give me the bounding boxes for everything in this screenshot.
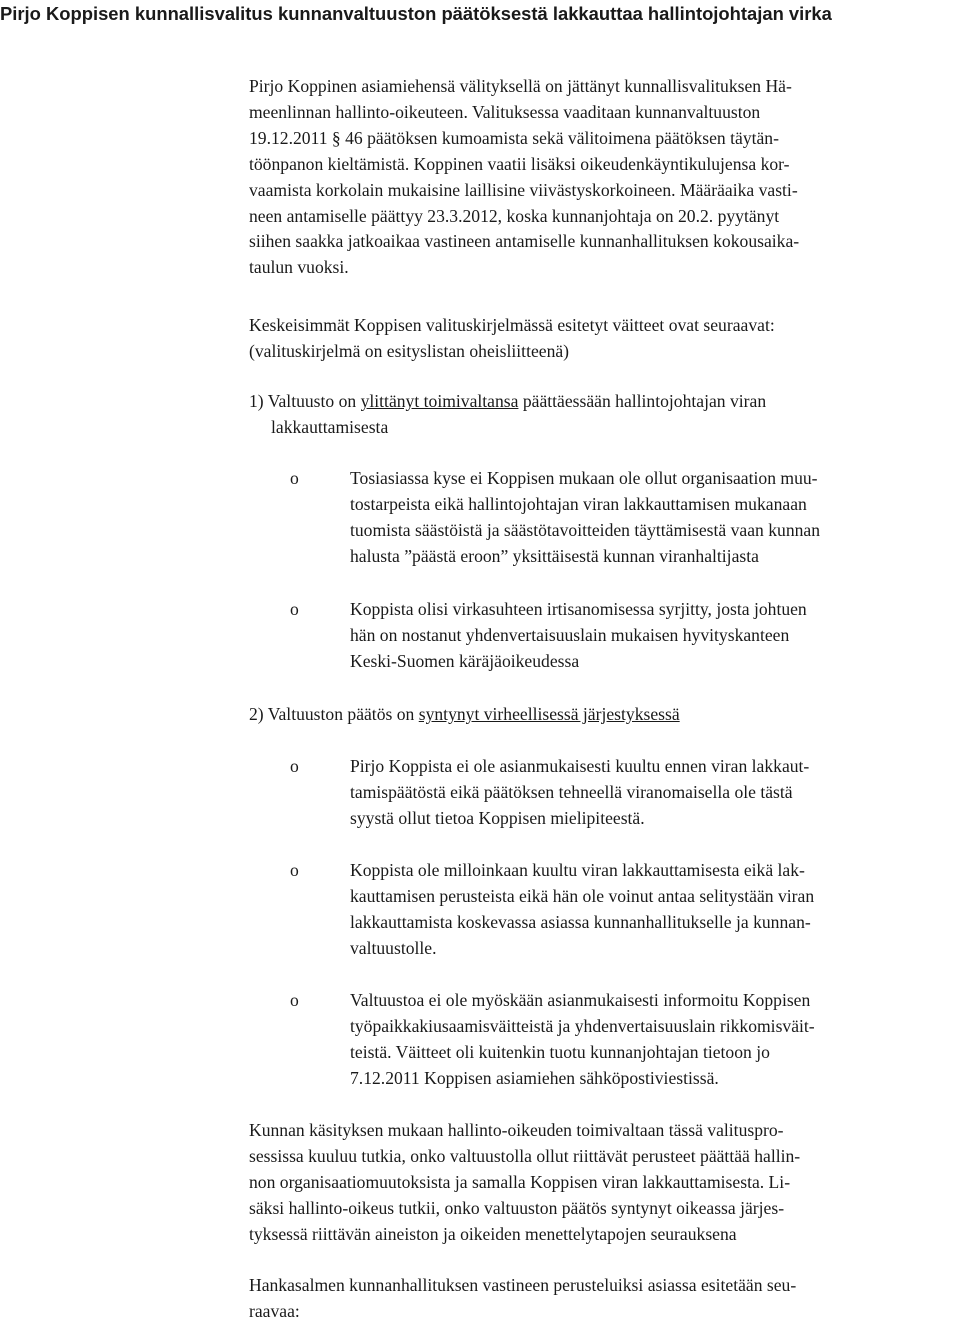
text-line: Pirjo Koppinen asiamiehensä välityksellä on jättänyt kunnallisvalituksen Hä- [249,76,792,96]
text-line: neen antamiselle päättyy 23.3.2012, koska kunnanjohtaja on 20.2. pyytänyt [249,205,780,226]
claims-intro-paragraph [249,313,954,365]
text-line: vaamista korkolain mukaisine laillisine viivästyskorkoineen. Määräaika vasti- [249,179,798,200]
text-line: siihen saakka jatkoaikaa vastineen antamiselle kunnanhallituksen kokousaika- [249,231,800,252]
bullet-item: o Koppista ole milloinkaan kuultu viran lakkauttamisesta eikä lak- kauttamisen perusteista eikä hän ole voinut antaa selitystään viran lakkauttamista koskevassa asiassa kunnanhallitukselle ja kunnan- valtuustolle. [290,860,815,958]
text-line: Keskeisimmät Koppisen valituskirjelmässä esitetyt väitteet ovat seuraavat: [249,315,775,335]
text-line: taulun vuoksi. [249,257,349,278]
court-scope-paragraph: Kunnan käsityksen mukaan hallinto-oikeuden toimivaltaan tässä valituspro- sessissa kuuluu tutkia, onko valtuustolla ollut riittävät perusteet päättää hallin- non organisaatiomuutoksista ja samalla Koppisen viran lakkauttamisesta. Li- säksi hallinto-oikeus tutkii, onko valtuuston päätös syntynyt oikeassa järjes- tyksessä riittävän aineiston ja oikeiden menettelytapojen seurauksena [249,1120,801,1244]
text-line: meenlinnan hallinto-oikeuteen. Valituksessa vaaditaan kunnanvaltuuston [249,101,761,122]
text-line: töönpanon kieltämistä. Koppinen vaatii lisäksi oikeudenkäyntikulujensa kor- [249,153,790,174]
bullet-marker: o [290,860,299,880]
page-title: Pirjo Koppisen kunnallisvalitus kunnanvaltuuston päätöksestä lakkauttaa hallintojohtajan virka [0,3,832,24]
bullet-marker: o [290,468,299,488]
section-sign: § [331,127,341,148]
bullet-item: o Tosiasiassa kyse ei Koppisen mukaan ole ollut organisaation muu- tostarpeista eikä hallintojohtajan viran lakkauttamisen mukanaan tuomista säästöistä ja säästötavoitteiden täyttämisestä vaan kunnan halusta ”päästä eroon” yksittäisestä kunnan viranhaltijasta [290,468,821,566]
intro-paragraph [249,74,799,281]
bullet-item: o Koppista olisi virkasuhteen irtisanomisessa syrjitty, josta johtuen hän on nostanut yhdenvertaisuuslain mukaisen hyvityskanteen Keski-Suomen käräjäoikeudessa [290,599,807,671]
bullet-marker: o [290,756,299,776]
claim-2-heading: 2) Valtuuston päätös on syntynyt virheellisessä järjestyksessä [249,704,680,724]
text-line: (valituskirjelmä on esityslistan oheisliitteenä) [249,340,570,361]
bullet-marker: o [290,599,299,619]
claim-1-heading: 1) Valtuusto on ylittänyt toimivaltansa päättäessään hallintojohtajan viran lakkauttamisesta [249,391,767,437]
closing-paragraph: Hankasalmen kunnanhallituksen vastineen perusteluiksi asiassa esitetään seu- raavaa: [249,1275,797,1321]
bullet-marker: o [290,990,299,1010]
underlined-text: syntynyt virheellisessä järjestyksessä [418,704,680,724]
bullet-item: o Pirjo Koppista ei ole asianmukaisesti kuultu ennen viran lakkaut- tamispäätöstä eikä päätöksen tehneellä viranomaisella ole tästä syystä ollut tietoa Koppisen mielipiteestä. [290,756,810,828]
text-line: 19.12.2011 § 46 päätöksen kumoamista sekä välitoimena päätöksen täytän- [249,127,779,148]
underlined-text: ylittänyt toimivaltansa [360,391,519,411]
bullet-item: o Valtuustoa ei ole myöskään asianmukaisesti informoitu Koppisen työpaikkakiusaamisväitteistä ja yhdenvertaisuuslain rikkomisväit- teistä. Väitteet oli kuitenkin tuotu kunnanjohtajan tietoon jo 7.12.2011 Koppisen asiamiehen sähköpostiviestissä. [290,990,815,1088]
